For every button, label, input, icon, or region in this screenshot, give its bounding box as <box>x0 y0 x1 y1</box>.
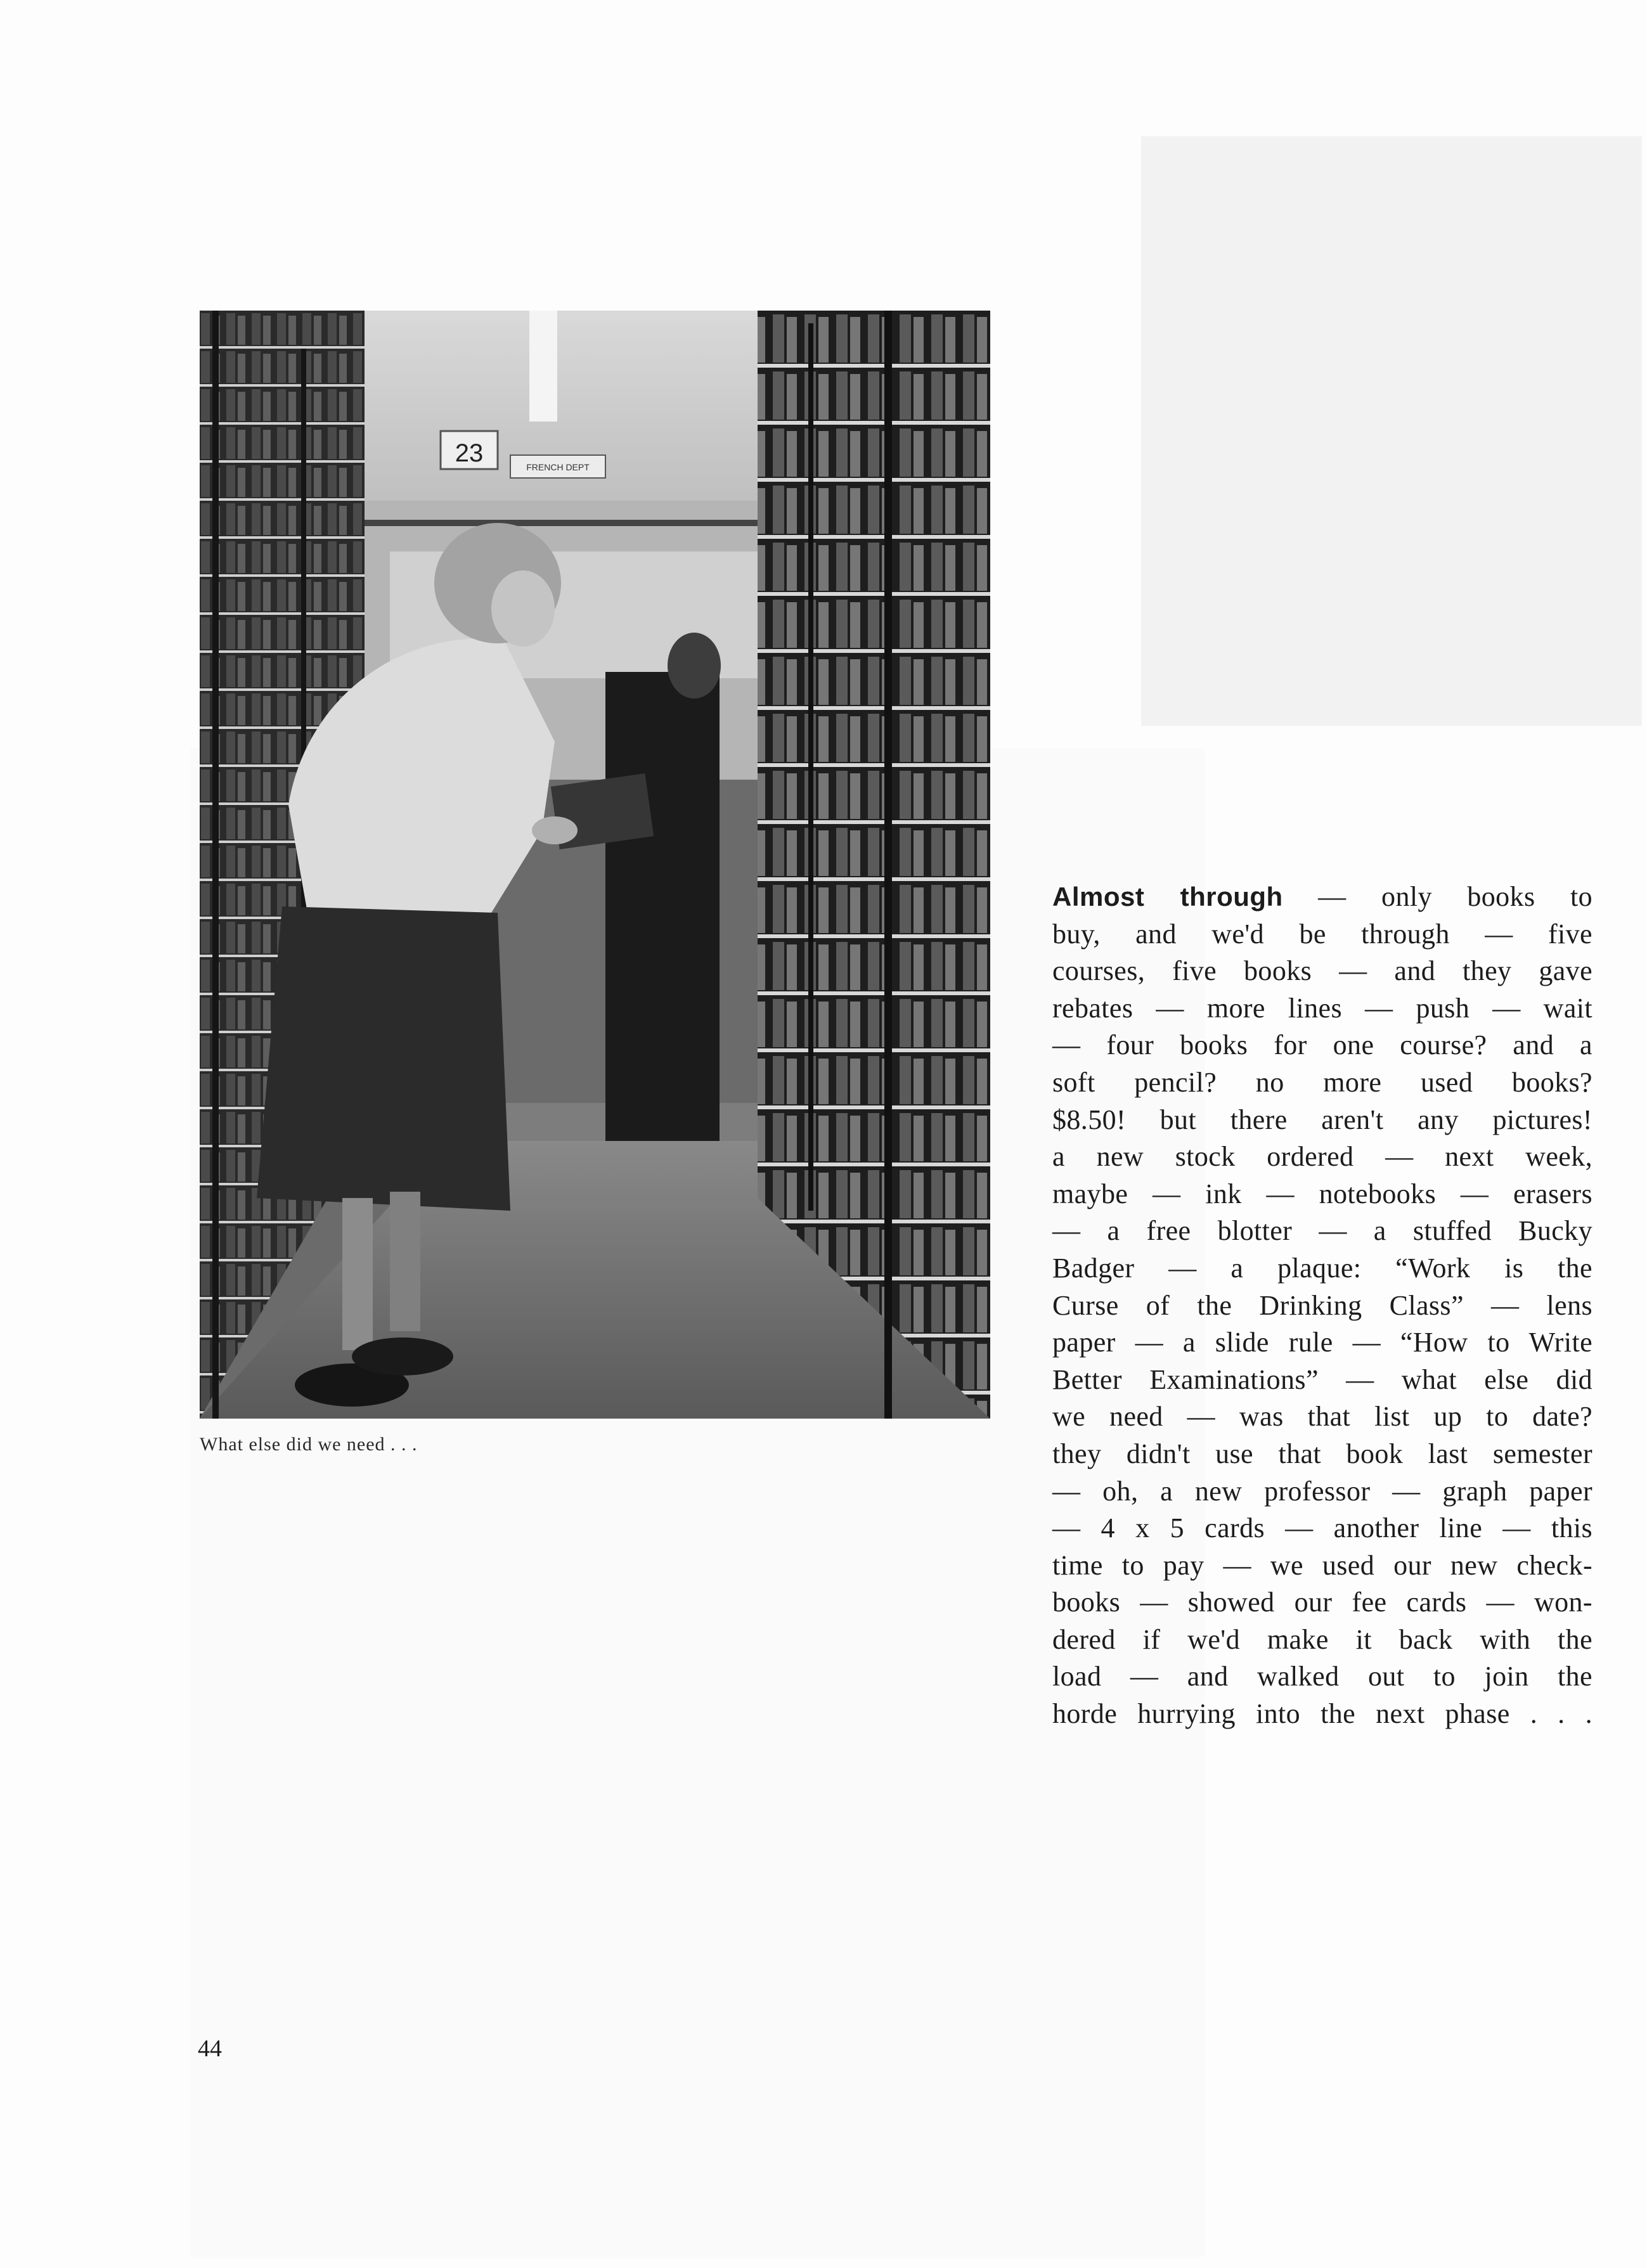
photo-caption: What else did we need . . . <box>200 1434 418 1455</box>
article-line: paper — a slide rule — “How to Write <box>1052 1327 1592 1358</box>
article-body <box>1052 879 1592 1733</box>
article-line: soft pencil? no more used books? <box>1052 1066 1592 1098</box>
bookstore-photo <box>200 311 990 1419</box>
article-line: they didn't use that book last semester <box>1052 1438 1592 1469</box>
article-line: rebates — more lines — push — wait <box>1052 992 1592 1024</box>
article-line: buy, and we'd be through — five <box>1052 918 1592 950</box>
aisle-sign-label: FRENCH DEPT <box>526 462 590 472</box>
article-lead: Almost through <box>1052 882 1283 912</box>
article-line: — a free blotter — a stuffed Bucky <box>1052 1215 1592 1247</box>
article-line: dered if we'd make it back with the <box>1052 1623 1592 1655</box>
article-line: a new stock ordered — next week, <box>1052 1141 1592 1173</box>
article-line: $8.50! but there aren't any pictures! <box>1052 1104 1592 1135</box>
article-line: — four books for one course? and a <box>1052 1029 1592 1061</box>
article-line: courses, five books — and they gave <box>1052 955 1592 987</box>
article-line: we need — was that list up to date? <box>1052 1401 1592 1433</box>
article-line: — 4 x 5 cards — another line — this <box>1052 1512 1592 1544</box>
article-line-text: — only books to <box>1282 881 1592 912</box>
article-line: Curse of the Drinking Class” — lens <box>1052 1289 1592 1321</box>
article-line: Badger — a plaque: “Work is the <box>1052 1252 1592 1284</box>
article-line: time to pay — we used our new check- <box>1052 1549 1592 1581</box>
article-line <box>1052 879 1592 916</box>
page-number: 44 <box>198 2035 222 2062</box>
bleed-through-shade <box>1141 136 1642 726</box>
article-line: load — and walked out to join the <box>1052 1661 1592 1692</box>
article-line: horde hurrying into the next phase . . . <box>1052 1698 1592 1730</box>
article-line: Better Examinations” — what else did <box>1052 1363 1592 1395</box>
article-line: maybe — ink — notebooks — erasers <box>1052 1178 1592 1209</box>
article-line: — oh, a new professor — graph paper <box>1052 1475 1592 1507</box>
aisle-sign-number: 23 <box>455 439 484 467</box>
article-line: books — showed our fee cards — won- <box>1052 1587 1592 1618</box>
